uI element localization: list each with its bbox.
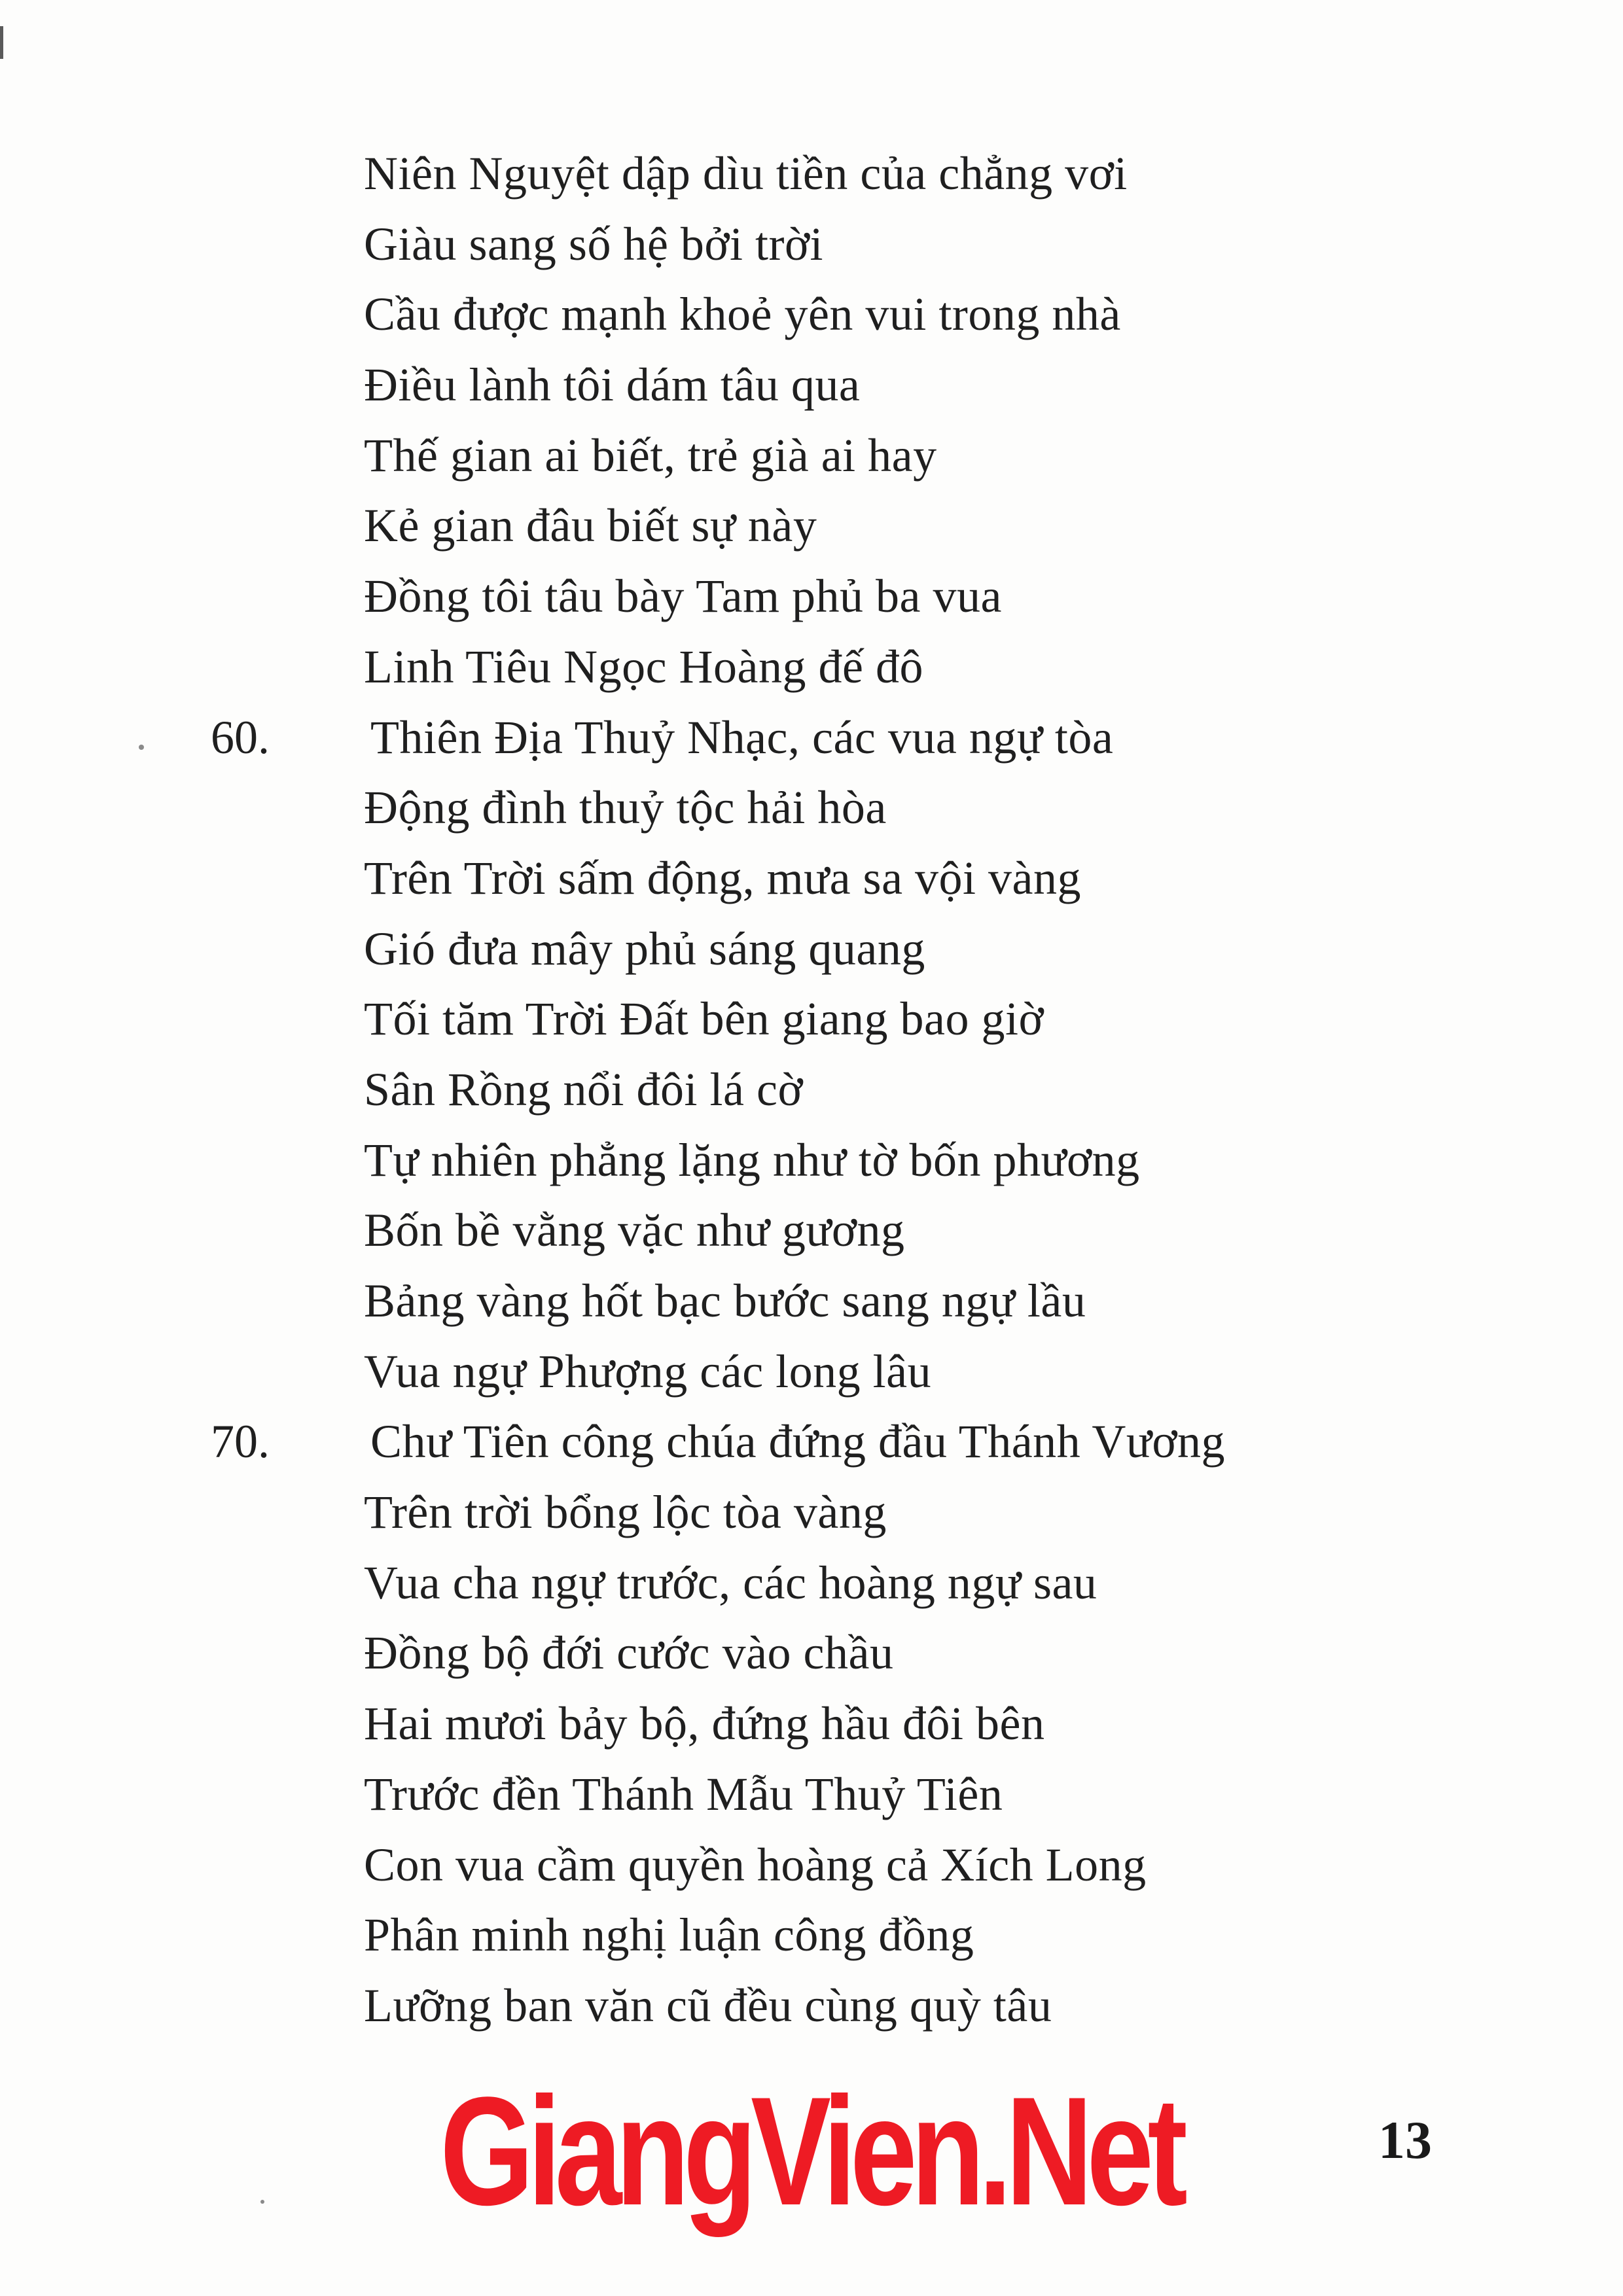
verse-text: Thế gian ai biết, trẻ già ai hay	[364, 429, 937, 482]
verse-text: Đồng bộ đới cước vào chầu	[364, 1627, 894, 1680]
verse-text: Trên trời bổng lộc tòa vàng	[364, 1486, 887, 1539]
verse-line	[0, 1337, 1623, 1407]
verse-line	[0, 1548, 1623, 1619]
verse-line	[0, 1830, 1623, 1901]
verse-text: Điều lành tôi dám tâu qua	[364, 359, 861, 412]
verse-line	[0, 1266, 1623, 1337]
verse-line	[0, 914, 1623, 985]
verse-text: Gió đưa mây phủ sáng quang	[364, 922, 925, 975]
verse-line	[0, 209, 1623, 280]
verse-text: Đồng tôi tâu bày Tam phủ ba vua	[364, 570, 1002, 623]
verse-text: Cầu được mạnh khoẻ yên vui trong nhà	[364, 288, 1121, 341]
page-number: 13	[1378, 2110, 1432, 2170]
verse-line	[0, 1407, 1623, 1477]
verse-number: 70.	[211, 1415, 270, 1468]
verse-text: Lưỡng ban văn cũ đều cùng quỳ tâu	[364, 1979, 1052, 2032]
scan-edge-mark	[0, 26, 3, 59]
verse-text: Niên Nguyệt dập dìu tiền của chẳng vơi	[364, 147, 1128, 200]
verse-text: Bảng vàng hốt bạc bước sang ngự lầu	[364, 1275, 1086, 1327]
verse-text: Trước đền Thánh Mẫu Thuỷ Tiên	[364, 1767, 1003, 1820]
verse-line	[0, 843, 1623, 914]
verse-line	[0, 561, 1623, 632]
verse-list	[0, 139, 1623, 2041]
verse-line	[0, 1055, 1623, 1125]
verse-line	[0, 1477, 1623, 1548]
verse-text: Con vua cầm quyền hoàng cả Xích Long	[364, 1838, 1147, 1891]
verse-text: Vua cha ngự trước, các hoàng ngự sau	[364, 1556, 1097, 1609]
verse-text: Tự nhiên phẳng lặng như tờ bốn phương	[364, 1133, 1140, 1186]
verse-line	[0, 139, 1623, 209]
verse-line	[0, 421, 1623, 491]
verse-line	[0, 491, 1623, 561]
verse-line	[0, 279, 1623, 350]
verse-text: Thiên Địa Thuỷ Nhạc, các vua ngự tòa	[370, 711, 1114, 764]
watermark-logo: GiangVien.Net	[440, 2065, 1182, 2238]
verse-line	[0, 1689, 1623, 1759]
verse-line	[0, 1125, 1623, 1196]
verse-line	[0, 1759, 1623, 1830]
verse-text: Phân minh nghị luận công đồng	[364, 1909, 974, 1962]
verse-line	[0, 1195, 1623, 1266]
verse-text: Hai mươi bảy bộ, đứng hầu đôi bên	[364, 1697, 1045, 1750]
verse-number: 60.	[211, 711, 270, 764]
verse-line	[0, 773, 1623, 843]
verse-text: Linh Tiêu Ngọc Hoàng đế đô	[364, 640, 923, 693]
verse-line	[0, 632, 1623, 703]
verse-text: Bốn bề vằng vặc như gương	[364, 1204, 905, 1257]
verse-line	[0, 1618, 1623, 1689]
verse-text: Trên Trời sấm động, mưa sa vội vàng	[364, 851, 1081, 904]
verse-line	[0, 984, 1623, 1055]
verse-line	[0, 1900, 1623, 1971]
verse-line	[0, 703, 1623, 773]
verse-text: Sân Rồng nổi đôi lá cờ	[364, 1063, 804, 1116]
verse-line	[0, 1971, 1623, 2041]
verse-text: Giàu sang số hệ bởi trời	[364, 217, 824, 270]
verse-text: Tối tăm Trời Đất bên giang bao giờ	[364, 993, 1044, 1046]
verse-text: Động đình thuỷ tộc hải hòa	[364, 781, 887, 834]
verse-line	[0, 350, 1623, 421]
verse-text: Vua ngự Phượng các long lâu	[364, 1345, 932, 1398]
verse-text: Kẻ gian đâu biết sự này	[364, 499, 817, 552]
verse-text: Chư Tiên công chúa đứng đầu Thánh Vương	[370, 1415, 1225, 1468]
